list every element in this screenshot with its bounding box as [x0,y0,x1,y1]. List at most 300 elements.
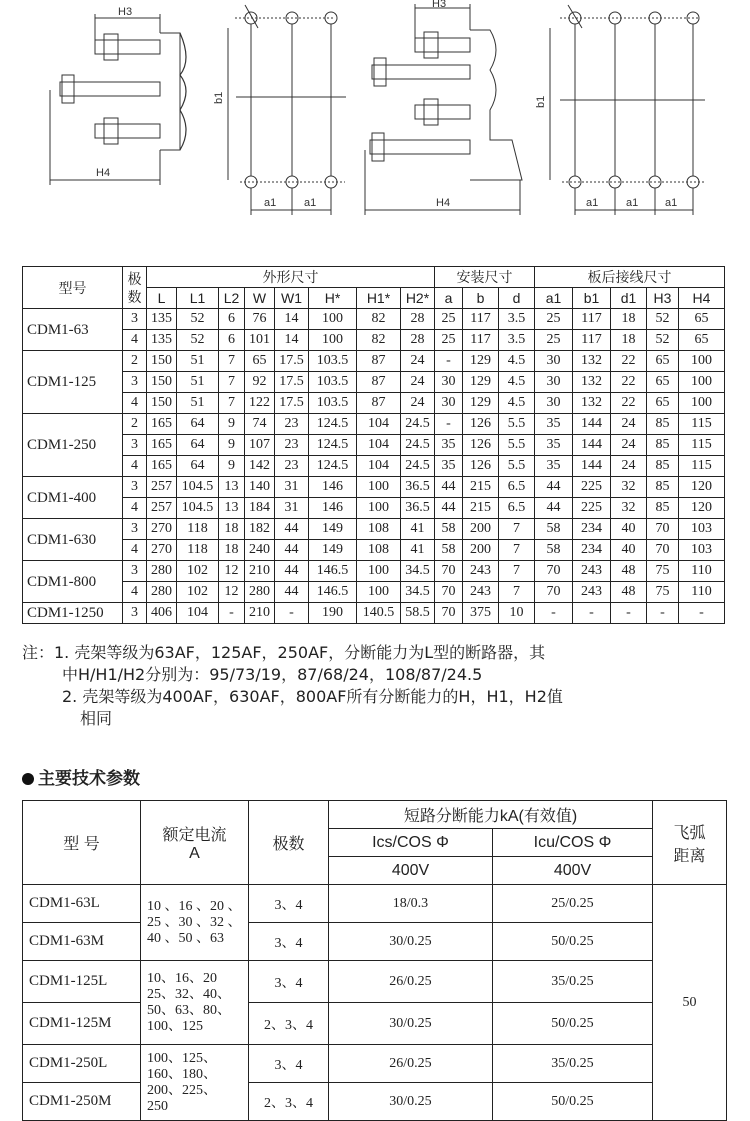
pole-cell: 3 [123,435,147,456]
value-cell: 243 [573,582,611,603]
dimension-row [23,582,725,603]
value-cell: 35 [535,435,573,456]
value-cell: 35 [535,456,573,477]
value-cell: 104 [357,456,401,477]
value-cell: 24 [401,351,435,372]
value-cell: 58.5 [401,603,435,624]
pole-cell: 3 [123,372,147,393]
value-cell: 126 [463,414,499,435]
value-cell: 108 [357,540,401,561]
value-cell: 165 [147,414,177,435]
value-cell: 70 [535,582,573,603]
spec-header-current-unit: A [189,845,200,862]
value-cell: - [647,603,679,624]
sub-header-cell: a1 [535,288,573,309]
value-cell: 22 [611,351,647,372]
current-line: 160、180、 [147,1066,217,1082]
value-cell: 44 [275,519,309,540]
value-cell: 280 [147,561,177,582]
value-cell: 225 [573,498,611,519]
current-line: 200、225、 [147,1082,217,1098]
model-cell: CDM1-63 [23,309,123,351]
spec-header-breaking: 短路分断能力kA(有效值) [329,801,653,829]
spec-icu: 25/0.25 [493,885,653,923]
value-cell: 103.5 [309,372,357,393]
dimension-table [22,266,725,624]
current-line: 25 、30 、32 、 [147,914,242,930]
value-cell: 32 [611,498,647,519]
value-cell: 165 [147,456,177,477]
value-cell: 144 [573,435,611,456]
value-cell: 64 [177,435,219,456]
value-cell: 64 [177,456,219,477]
value-cell: 210 [245,603,275,624]
value-cell: 270 [147,540,177,561]
model-cell: CDM1-125 [23,351,123,414]
spec-row [23,923,727,961]
spec-model: CDM1-63L [23,885,141,923]
value-cell: 234 [573,519,611,540]
value-cell: 117 [573,309,611,330]
value-cell: 75 [647,582,679,603]
pole-cell: 4 [123,456,147,477]
value-cell: 52 [647,330,679,351]
section-title-text: 主要技术参数 [38,769,140,789]
value-cell: 9 [219,456,245,477]
value-cell: 7 [499,561,535,582]
value-cell: 104.5 [177,477,219,498]
spec-table [22,800,727,1121]
dimension-row [23,414,725,435]
value-cell: 70 [435,603,463,624]
spec-ics: 30/0.25 [329,1083,493,1121]
value-cell: - [219,603,245,624]
note-1-line-1: 注：1. 壳架等级为63AF，125AF，250AF，分断能力为L型的断路器，其 [22,643,546,662]
dimension-row [23,351,725,372]
value-cell: 149 [309,540,357,561]
spec-model: CDM1-250M [23,1083,141,1121]
value-cell: 35 [435,435,463,456]
value-cell: 140 [245,477,275,498]
value-cell: 6.5 [499,477,535,498]
spec-poles: 3、4 [249,961,329,1003]
value-cell: 6.5 [499,498,535,519]
value-cell: 52 [647,309,679,330]
value-cell: 24 [611,435,647,456]
value-cell: 44 [535,498,573,519]
value-cell: 126 [463,435,499,456]
value-cell: 101 [245,330,275,351]
value-cell: 24.5 [401,435,435,456]
section-title [22,764,140,789]
value-cell: 23 [275,435,309,456]
value-cell: 6 [219,309,245,330]
value-cell: 35 [535,414,573,435]
note-2-line-2: 相同 [80,709,113,728]
note-1-line-2: 中H/H1/H2分别为：95/73/19，87/68/24，108/87/24.5 [62,665,483,684]
value-cell: 150 [147,393,177,414]
value-cell: 132 [573,351,611,372]
spec-poles: 2、3、4 [249,1083,329,1121]
sub-header-cell: L2 [219,288,245,309]
pole-cell: 3 [123,477,147,498]
value-cell: 25 [535,309,573,330]
value-cell: 13 [219,498,245,519]
value-cell: 64 [177,414,219,435]
value-cell: 22 [611,372,647,393]
sub-header-cell: d [499,288,535,309]
spec-poles: 3、4 [249,923,329,961]
spec-model: CDM1-250L [23,1045,141,1083]
pole-cell: 4 [123,393,147,414]
sub-header-cell: W1 [275,288,309,309]
value-cell: 129 [463,393,499,414]
value-cell: 5.5 [499,414,535,435]
value-cell: 40 [611,519,647,540]
value-cell: 117 [463,309,499,330]
model-cell: CDM1-400 [23,477,123,519]
value-cell: 44 [275,540,309,561]
value-cell: 12 [219,582,245,603]
value-cell: 85 [647,477,679,498]
value-cell: 14 [275,309,309,330]
spec-row [23,885,727,923]
sub-header-cell: L [147,288,177,309]
value-cell: 70 [647,540,679,561]
value-cell: 23 [275,456,309,477]
label-b1-right: b1 [535,95,547,108]
label-a1-right-1: a1 [586,197,599,209]
value-cell: 234 [573,540,611,561]
sub-header-cell: H* [309,288,357,309]
value-cell: 140.5 [357,603,401,624]
value-cell: 243 [463,582,499,603]
label-a1-right-3: a1 [665,197,678,209]
value-cell: 124.5 [309,414,357,435]
value-cell: 22 [611,393,647,414]
model-cell: CDM1-1250 [23,603,123,624]
dimension-row [23,498,725,519]
value-cell: 146.5 [309,561,357,582]
current-line: 100、125 [147,1018,203,1034]
value-cell: 6 [219,330,245,351]
pole-cell: 2 [123,414,147,435]
value-cell: 65 [679,330,725,351]
dimension-row [23,435,725,456]
dimension-row [23,309,725,330]
value-cell: 41 [401,540,435,561]
header-install-dims: 安装尺寸 [435,267,535,288]
value-cell: 117 [573,330,611,351]
value-cell: 118 [177,540,219,561]
spec-poles: 2、3、4 [249,1003,329,1045]
value-cell: 24 [611,456,647,477]
value-cell: 24 [401,393,435,414]
value-cell: 58 [435,519,463,540]
pole-cell: 4 [123,582,147,603]
spec-header-poles: 极数 [249,801,329,885]
value-cell: 82 [357,309,401,330]
value-cell: 7 [499,540,535,561]
value-cell: - [573,603,611,624]
header-poles: 极数 [123,267,147,309]
value-cell: 24 [401,372,435,393]
spec-poles: 3、4 [249,885,329,923]
value-cell: 17.5 [275,393,309,414]
value-cell: 4.5 [499,351,535,372]
value-cell: 12 [219,561,245,582]
sub-header-cell: H1* [357,288,401,309]
value-cell: 25 [435,330,463,351]
spec-current-125 [141,961,249,1045]
value-cell: 52 [177,330,219,351]
spec-model: CDM1-125M [23,1003,141,1045]
pole-cell: 2 [123,351,147,372]
value-cell: 58 [535,540,573,561]
pole-cell: 4 [123,498,147,519]
value-cell: 243 [463,561,499,582]
value-cell: - [611,603,647,624]
bullet-icon [22,773,34,785]
pole-cell: 3 [123,309,147,330]
spec-header-model: 型 号 [23,801,141,885]
value-cell: - [435,351,463,372]
spec-header-arc-line-1: 飞弧 [673,824,706,842]
current-line: 100、125、 [147,1050,217,1066]
spec-header-current-label: 额定电流 [162,827,227,844]
pole-cell: 3 [123,603,147,624]
value-cell: 132 [573,393,611,414]
value-cell: 70 [535,561,573,582]
value-cell: 31 [275,498,309,519]
spec-header-current [141,801,249,885]
value-cell: 58 [535,519,573,540]
value-cell: 100 [357,582,401,603]
value-cell: 124.5 [309,456,357,477]
value-cell: 100 [357,477,401,498]
spec-icu: 50/0.25 [493,923,653,961]
value-cell: 18 [611,330,647,351]
current-line: 25、32、40、 [147,986,231,1002]
value-cell: 135 [147,309,177,330]
current-line: 250 [147,1098,168,1114]
value-cell: - [679,603,725,624]
value-cell: 87 [357,393,401,414]
value-cell: 74 [245,414,275,435]
value-cell: 190 [309,603,357,624]
value-cell: 3.5 [499,309,535,330]
value-cell: 100 [309,309,357,330]
value-cell: 102 [177,582,219,603]
value-cell: 104 [357,414,401,435]
value-cell: 144 [573,414,611,435]
pole-cell: 4 [123,330,147,351]
value-cell: 135 [147,330,177,351]
value-cell: 24.5 [401,456,435,477]
value-cell: 150 [147,372,177,393]
value-cell: 120 [679,498,725,519]
spec-ics: 30/0.25 [329,1003,493,1045]
spec-model: CDM1-125L [23,961,141,1003]
note-2-line-1: 2. 壳架等级为400AF，630AF，800AF所有分断能力的H，H1，H2值 [62,687,563,706]
value-cell: 117 [463,330,499,351]
value-cell: 102 [177,561,219,582]
value-cell: 17.5 [275,372,309,393]
spec-ics: 26/0.25 [329,961,493,1003]
value-cell: 82 [357,330,401,351]
value-cell: 24 [611,414,647,435]
label-a1-right-2: a1 [626,197,639,209]
current-line: 10、16、20 [147,970,217,986]
pole-cell: 4 [123,540,147,561]
value-cell: 115 [679,414,725,435]
spec-header-ics: Ics/COS Φ [329,829,493,857]
dimension-row [23,519,725,540]
pole-cell: 3 [123,519,147,540]
value-cell: 280 [245,582,275,603]
spec-model: CDM1-63M [23,923,141,961]
value-cell: 4.5 [499,393,535,414]
value-cell: 118 [177,519,219,540]
spec-poles: 3、4 [249,1045,329,1083]
value-cell: 108 [357,519,401,540]
value-cell: 225 [573,477,611,498]
value-cell: 40 [611,540,647,561]
model-cell: CDM1-250 [23,414,123,477]
value-cell: 144 [573,456,611,477]
value-cell: 34.5 [401,582,435,603]
value-cell: 10 [499,603,535,624]
spec-current-250 [141,1045,249,1121]
value-cell: 146 [309,498,357,519]
value-cell: 18 [219,540,245,561]
value-cell: 115 [679,456,725,477]
value-cell: 150 [147,351,177,372]
value-cell: 103 [679,519,725,540]
label-h3-left: H3 [118,6,133,18]
value-cell: 65 [647,372,679,393]
value-cell: 13 [219,477,245,498]
value-cell: 70 [435,582,463,603]
pole-cell: 3 [123,561,147,582]
value-cell: 7 [219,351,245,372]
value-cell: 270 [147,519,177,540]
value-cell: 100 [309,330,357,351]
value-cell: 280 [147,582,177,603]
value-cell: 76 [245,309,275,330]
value-cell: 146 [309,477,357,498]
value-cell: 100 [357,498,401,519]
sub-header-cell: H4 [679,288,725,309]
value-cell: 87 [357,372,401,393]
value-cell: 129 [463,351,499,372]
value-cell: 23 [275,414,309,435]
value-cell: 215 [463,477,499,498]
value-cell: 149 [309,519,357,540]
value-cell: 14 [275,330,309,351]
value-cell: 48 [611,582,647,603]
value-cell: 31 [275,477,309,498]
spec-header-voltage-ics: 400V [329,857,493,885]
spec-icu: 50/0.25 [493,1003,653,1045]
value-cell: 5.5 [499,435,535,456]
dimension-diagram [0,0,750,250]
sub-header-cell: H2* [401,288,435,309]
value-cell: 257 [147,498,177,519]
value-cell: 406 [147,603,177,624]
value-cell: 200 [463,540,499,561]
label-a1-left-1: a1 [264,197,277,209]
sub-header-cell: H3 [647,288,679,309]
sub-header-cell: a [435,288,463,309]
value-cell: 65 [647,393,679,414]
value-cell: 51 [177,393,219,414]
dimension-row [23,603,725,624]
spec-row [23,961,727,1003]
value-cell: 51 [177,372,219,393]
value-cell: 100 [679,351,725,372]
spec-arc-distance: 50 [653,885,727,1121]
value-cell: 44 [435,477,463,498]
value-cell: 30 [535,351,573,372]
value-cell: 65 [245,351,275,372]
value-cell: 7 [219,393,245,414]
dimension-row [23,372,725,393]
value-cell: 104 [177,603,219,624]
value-cell: 36.5 [401,498,435,519]
value-cell: 107 [245,435,275,456]
sub-header-cell: L1 [177,288,219,309]
value-cell: 51 [177,351,219,372]
model-cell: CDM1-800 [23,561,123,603]
spec-header-voltage-icu: 400V [493,857,653,885]
value-cell: 146.5 [309,582,357,603]
value-cell: 110 [679,582,725,603]
value-cell: 85 [647,414,679,435]
value-cell: 375 [463,603,499,624]
value-cell: 65 [647,351,679,372]
value-cell: 28 [401,330,435,351]
value-cell: 124.5 [309,435,357,456]
value-cell: 35 [435,456,463,477]
value-cell: 44 [275,561,309,582]
value-cell: 9 [219,435,245,456]
sub-header-cell: W [245,288,275,309]
value-cell: 100 [679,372,725,393]
spec-ics: 18/0.3 [329,885,493,923]
model-cell: CDM1-630 [23,519,123,561]
value-cell: 103.5 [309,393,357,414]
sub-header-cell: d1 [611,288,647,309]
spec-icu: 35/0.25 [493,1045,653,1083]
value-cell: 257 [147,477,177,498]
value-cell: 243 [573,561,611,582]
value-cell: 129 [463,372,499,393]
value-cell: 25 [535,330,573,351]
value-cell: 103 [679,540,725,561]
value-cell: 28 [401,309,435,330]
value-cell: 30 [435,393,463,414]
value-cell: 85 [647,456,679,477]
value-cell: 104 [357,435,401,456]
dimension-row [23,477,725,498]
value-cell: 32 [611,477,647,498]
value-cell: 120 [679,477,725,498]
spec-header-arc-line-2: 距离 [673,847,706,865]
dimension-row [23,456,725,477]
value-cell: 70 [647,519,679,540]
sub-header-cell: b1 [573,288,611,309]
